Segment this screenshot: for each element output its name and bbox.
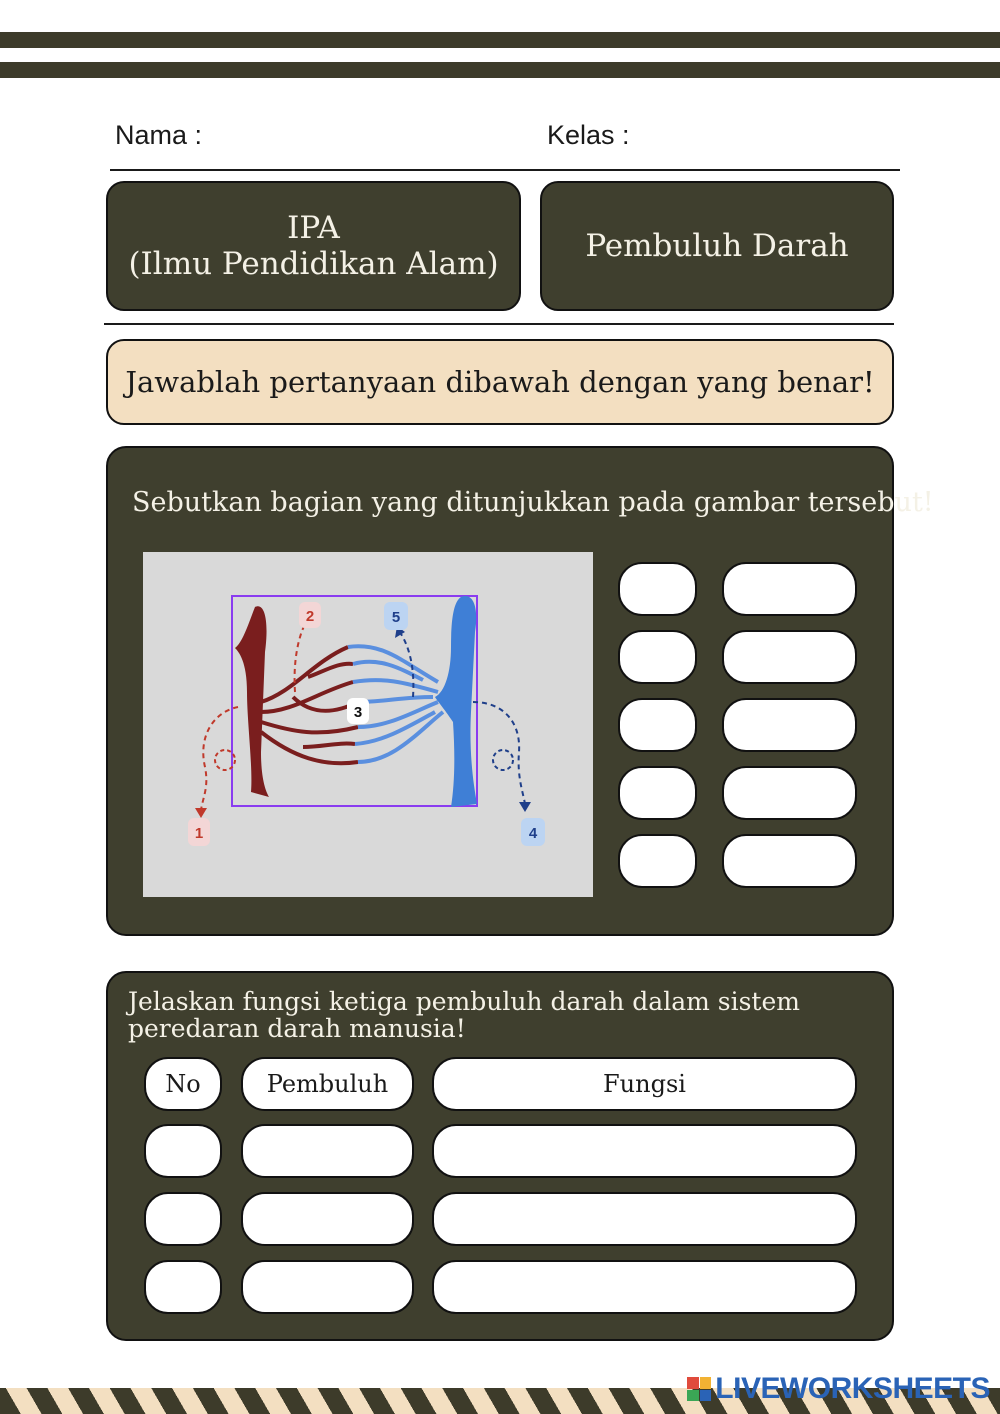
blood-vessel-diagram bbox=[143, 552, 593, 897]
q1-answer-input-4[interactable] bbox=[722, 766, 857, 820]
subject-box bbox=[106, 181, 521, 311]
capillary-artery-side bbox=[261, 647, 358, 763]
q1-number-input-3[interactable] bbox=[618, 698, 697, 752]
q2-fungsi-input-1[interactable] bbox=[432, 1124, 857, 1178]
q1-number-input-2[interactable] bbox=[618, 630, 697, 684]
q2-fungsi-input-3[interactable] bbox=[432, 1260, 857, 1314]
brand-name: LIVEWORKSHEETS bbox=[715, 1372, 990, 1405]
top-stripe-2 bbox=[0, 62, 1000, 78]
brand-grid-icon bbox=[687, 1377, 711, 1401]
q2-pembuluh-input-2[interactable] bbox=[241, 1192, 414, 1246]
q1-number-input-4[interactable] bbox=[618, 766, 697, 820]
arrow-4 bbox=[473, 702, 525, 804]
section-rule bbox=[104, 323, 894, 325]
brand-logo bbox=[687, 1372, 990, 1406]
question2-prompt: Jelaskan fungsi ketiga pembuluh darah dalam sistem peredaran darah manusia! bbox=[128, 987, 800, 1043]
name-label: Nama : bbox=[115, 120, 203, 150]
label-4: 4 bbox=[528, 825, 538, 842]
top-stripe-1 bbox=[0, 32, 1000, 48]
q1-number-input-5[interactable] bbox=[618, 834, 697, 888]
class-label: Kelas : bbox=[547, 120, 630, 150]
blood-vessel-illustration bbox=[143, 552, 593, 897]
instruction-banner bbox=[106, 339, 894, 425]
q2-pembuluh-input-3[interactable] bbox=[241, 1260, 414, 1314]
topic-title: Pembuluh Darah bbox=[585, 228, 849, 264]
instruction-text: Jawablah pertanyaan dibawah dengan yang benar! bbox=[125, 365, 875, 399]
header-rule bbox=[110, 169, 900, 171]
table-header-fungsi: Fungsi bbox=[432, 1057, 857, 1111]
q2-pembuluh-input-1[interactable] bbox=[241, 1124, 414, 1178]
label-1: 1 bbox=[194, 825, 204, 842]
table-header-no: No bbox=[144, 1057, 222, 1111]
q1-answer-input-2[interactable] bbox=[722, 630, 857, 684]
table-header-pembuluh: Pembuluh bbox=[241, 1057, 414, 1111]
arrow-4-loop bbox=[493, 750, 513, 770]
label-5: 5 bbox=[391, 609, 401, 626]
arrow-4-head bbox=[519, 802, 531, 812]
subject-subtitle: (Ilmu Pendidikan Alam) bbox=[128, 246, 499, 282]
q2-no-input-1[interactable] bbox=[144, 1124, 222, 1178]
topic-box bbox=[540, 181, 894, 311]
q1-answer-input-1[interactable] bbox=[722, 562, 857, 616]
q1-answer-input-3[interactable] bbox=[722, 698, 857, 752]
q2-no-input-3[interactable] bbox=[144, 1260, 222, 1314]
q1-answer-input-5[interactable] bbox=[722, 834, 857, 888]
label-3: 3 bbox=[353, 704, 363, 721]
vein-shape bbox=[435, 596, 477, 807]
question1-prompt: Sebutkan bagian yang ditunjukkan pada gambar tersebut! bbox=[132, 487, 934, 518]
q2-fungsi-input-2[interactable] bbox=[432, 1192, 857, 1246]
label-2: 2 bbox=[305, 608, 315, 625]
q1-number-input-1[interactable] bbox=[618, 562, 697, 616]
subject-title: IPA bbox=[287, 210, 340, 246]
arrow-1-head bbox=[195, 808, 207, 818]
q2-no-input-2[interactable] bbox=[144, 1192, 222, 1246]
